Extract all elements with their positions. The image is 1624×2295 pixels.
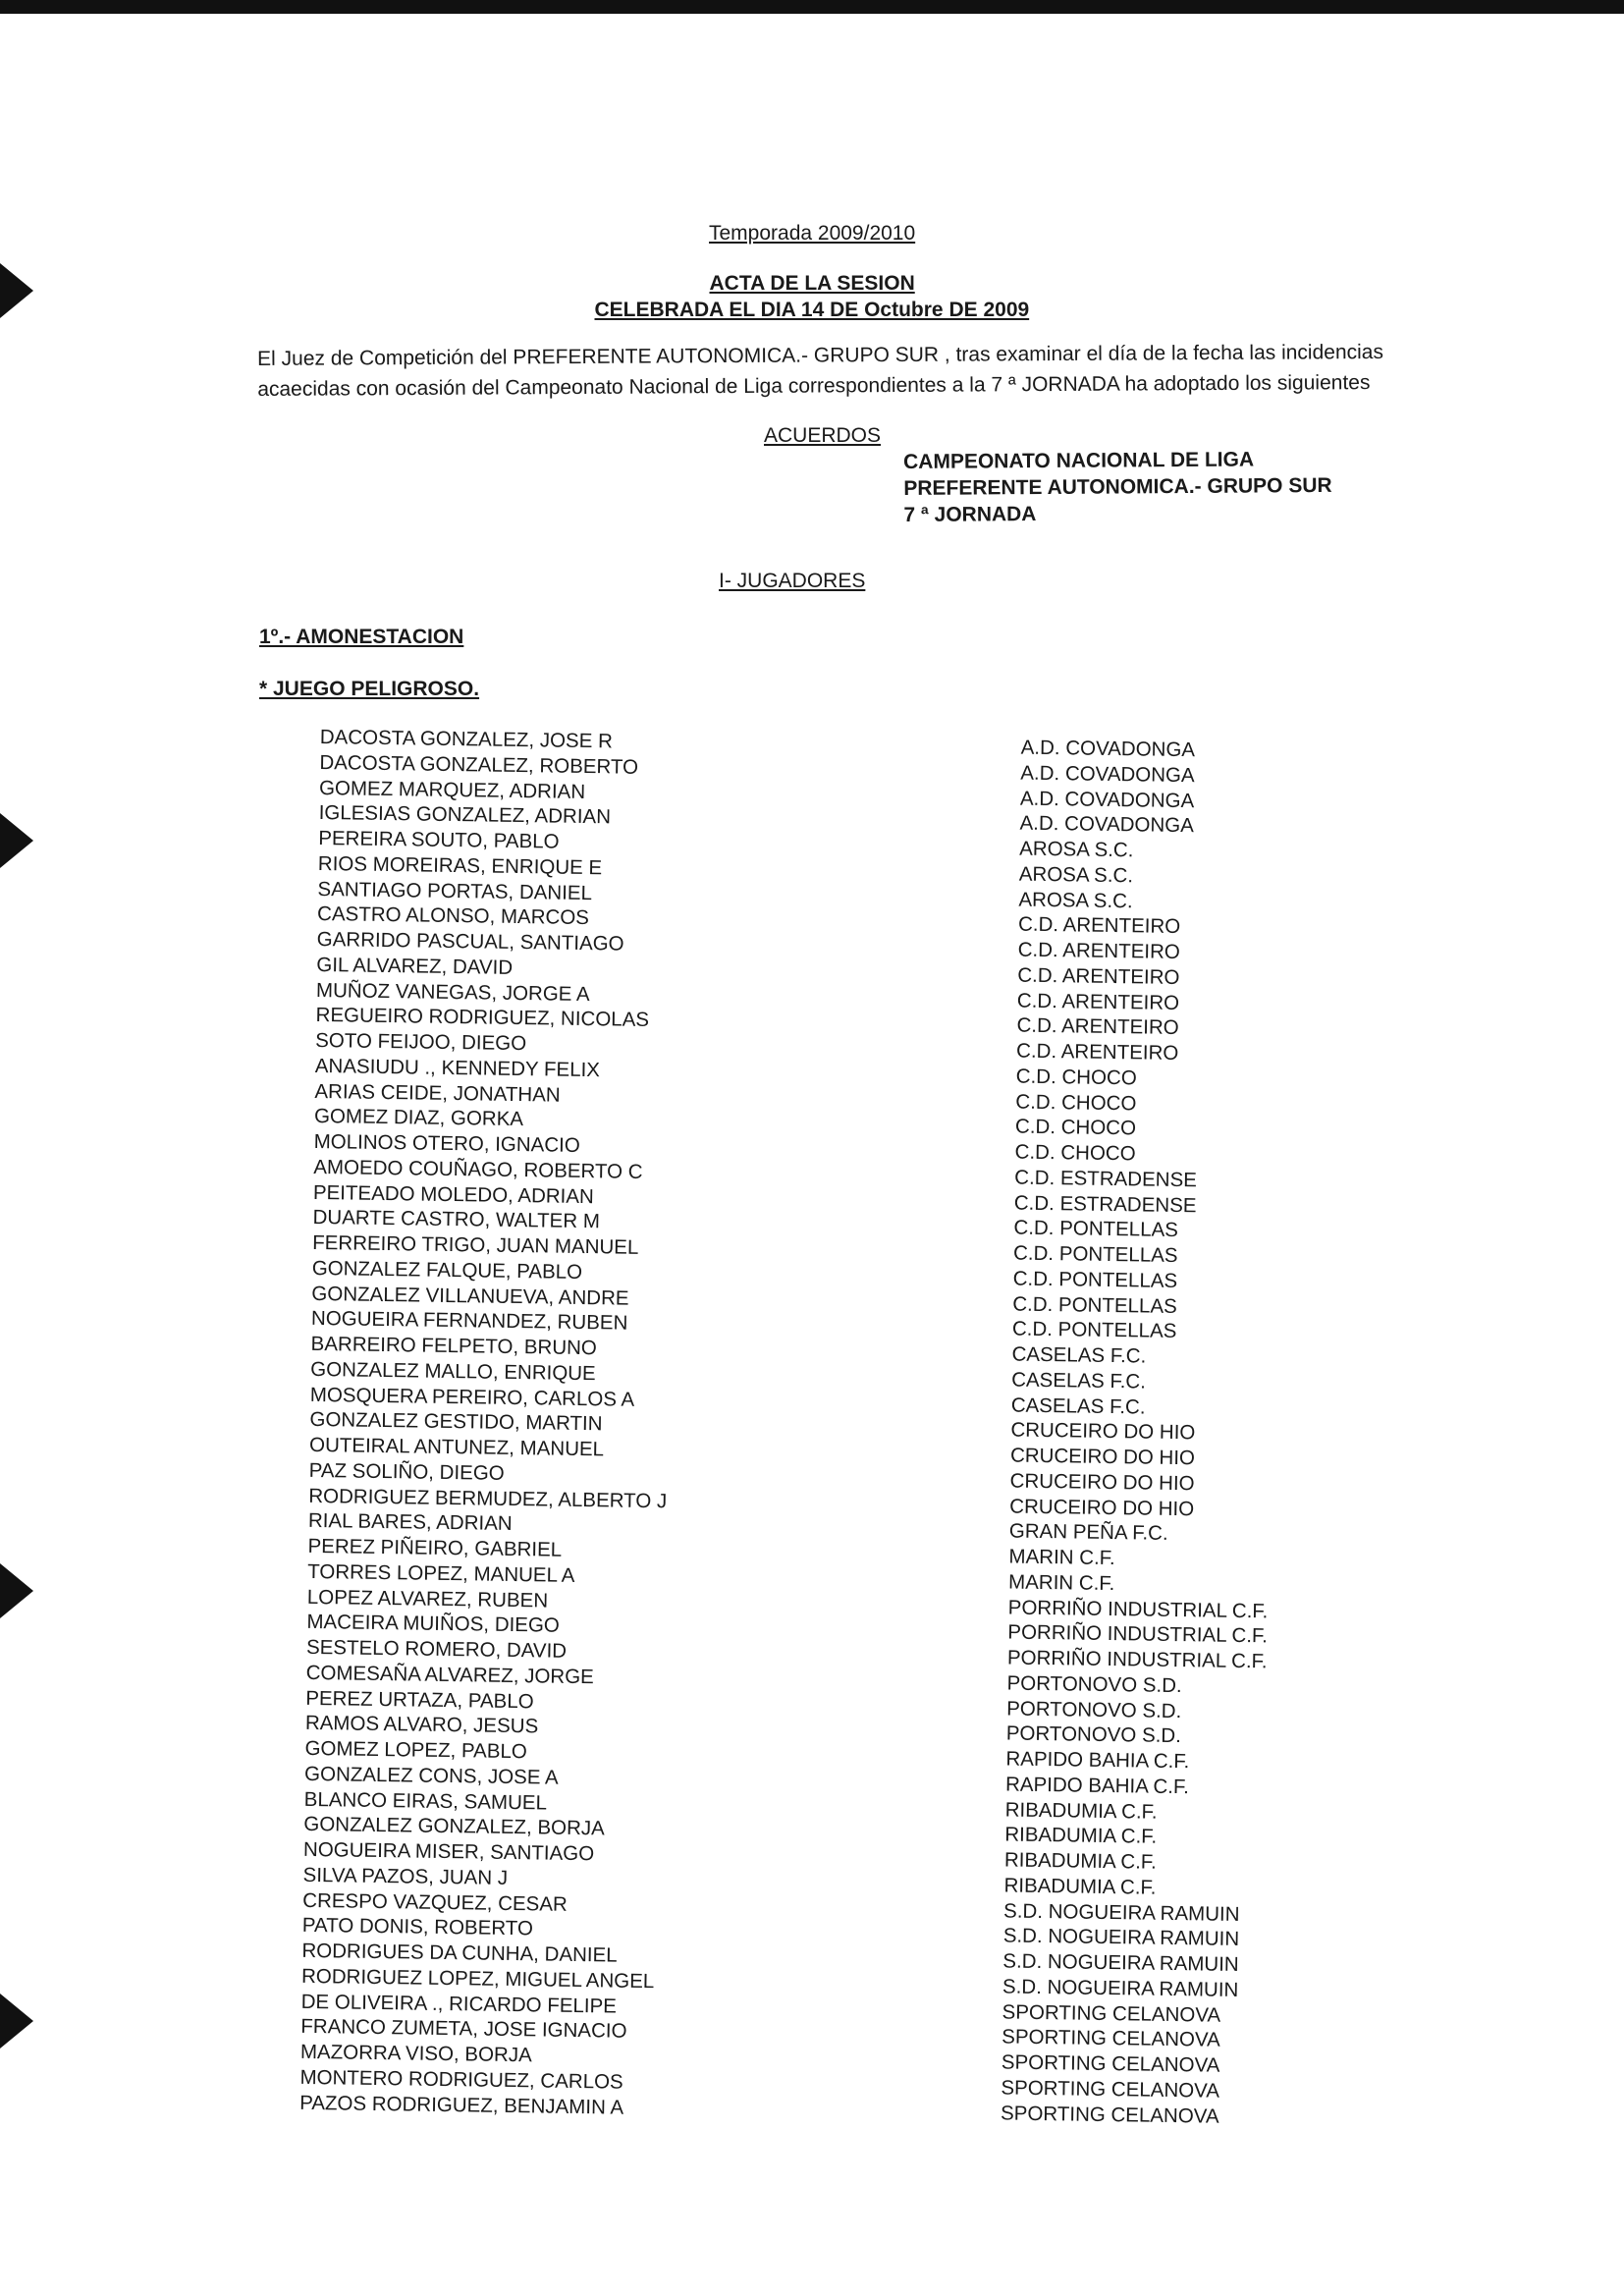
player-club: C.D. ARENTEIRO — [1017, 963, 1180, 989]
player-name: PAZ SOLIÑO, DIEGO — [308, 1458, 505, 1485]
player-club: MARIN C.F. — [1007, 1570, 1115, 1595]
player-club: CRUCEIRO DO HIO — [1009, 1495, 1195, 1520]
player-name: PEREZ PIÑEIRO, GABRIEL — [307, 1534, 563, 1561]
player-club: AROSA S.C. — [1018, 888, 1133, 912]
player-name: GOMEZ LOPEZ, PABLO — [304, 1736, 527, 1764]
player-club: A.D. COVADONGA — [1019, 811, 1195, 838]
player-club: C.D. ARENTEIRO — [1016, 989, 1180, 1014]
player-name: RAMOS ALVARO, JESUS — [304, 1712, 539, 1738]
player-name: PEREIRA SOUTO, PABLO — [318, 826, 560, 853]
championship-round: 7 ª JORNADA — [903, 503, 1037, 526]
player-club: PORRIÑO INDUSTRIAL C.F. — [1006, 1646, 1268, 1673]
player-club: S.D. NOGUEIRA RAMUIN — [1002, 1949, 1239, 1977]
player-club: C.D. ARENTEIRO — [1017, 912, 1181, 939]
player-club: C.D. PONTELLAS — [1013, 1216, 1179, 1242]
player-club: C.D. CHOCO — [1014, 1115, 1137, 1140]
player-club: S.D. NOGUEIRA RAMUIN — [1002, 1924, 1240, 1951]
player-name: RIAL BARES, ADRIAN — [307, 1509, 513, 1536]
binding-hole-mark — [0, 263, 33, 318]
player-club: CASELAS F.C. — [1011, 1368, 1147, 1393]
intro-paragraph: El Juez de Competición del PREFERENTE AUTONOMICA.- GRUPO SUR , tras examinar el día de la fecha las incidencias acaecidas con ocasión del Campeonato Nacional de Liga correspondientes a la 7 ª JORNADA ha adoptado los siguientes — [257, 340, 1384, 401]
player-club: AROSA S.C. — [1018, 862, 1134, 888]
player-club: CASELAS F.C. — [1011, 1342, 1147, 1368]
acta-title: ACTA DE LA SESION — [709, 272, 915, 295]
player-club: PORTONOVO S.D. — [1006, 1671, 1182, 1697]
player-name: PEREZ URTAZA, PABLO — [305, 1686, 534, 1713]
player-name: AMOEDO COUÑAGO, ROBERTO C — [313, 1155, 643, 1183]
player-name: GIL ALVAREZ, DAVID — [316, 953, 514, 979]
player-club: RIBADUMIA C.F. — [1004, 1797, 1158, 1824]
player-name: MAZORRA VISO, BORJA — [299, 2040, 532, 2067]
player-name: NOGUEIRA FERNANDEZ, RUBEN — [310, 1307, 628, 1335]
player-club: C.D. CHOCO — [1014, 1140, 1136, 1166]
player-club: PORRIÑO INDUSTRIAL C.F. — [1007, 1620, 1269, 1648]
player-name: BARREIRO FELPETO, BRUNO — [310, 1332, 598, 1360]
player-club: C.D. ARENTEIRO — [1017, 938, 1181, 964]
player-name: GONZALEZ GESTIDO, MARTIN — [309, 1408, 603, 1436]
player-name: DACOSTA GONZALEZ, ROBERTO — [319, 750, 639, 779]
player-name: TORRES LOPEZ, MANUEL A — [307, 1559, 575, 1587]
player-name: RIOS MOREIRAS, ENRIQUE E — [317, 851, 603, 880]
player-name: RODRIGUES DA CUNHA, DANIEL — [301, 1939, 618, 1967]
player-name: GONZALEZ CONS, JOSE A — [303, 1762, 559, 1789]
player-club: C.D. ARENTEIRO — [1015, 1039, 1179, 1066]
player-club: C.D. PONTELLAS — [1011, 1317, 1177, 1343]
player-club: C.D. CHOCO — [1015, 1090, 1137, 1115]
player-club: CASELAS F.C. — [1010, 1393, 1146, 1419]
player-name: RODRIGUEZ BERMUDEZ, ALBERTO J — [308, 1484, 668, 1512]
player-club: PORTONOVO S.D. — [1005, 1721, 1182, 1748]
player-club: A.D. COVADONGA — [1020, 761, 1195, 787]
player-club: A.D. COVADONGA — [1019, 787, 1195, 812]
player-name: REGUEIRO RODRIGUEZ, NICOLAS — [315, 1004, 650, 1032]
acta-date: CELEBRADA EL DIA 14 DE Octubre DE 2009 — [594, 299, 1030, 321]
acuerdos-heading: ACUERDOS — [764, 424, 882, 447]
player-club: C.D. ARENTEIRO — [1016, 1013, 1179, 1040]
player-club: SPORTING CELANOVA — [1001, 1999, 1221, 2027]
player-name: COMESAÑA ALVAREZ, JORGE — [305, 1661, 594, 1688]
player-name: OUTEIRAL ANTUNEZ, MANUEL — [308, 1433, 605, 1461]
player-name: SILVA PAZOS, JUAN J — [302, 1863, 509, 1889]
player-name: DACOSTA GONZALEZ, JOSE R — [319, 725, 614, 753]
player-name: PAZOS RODRIGUEZ, BENJAMIN A — [299, 2091, 624, 2119]
player-club: CRUCEIRO DO HIO — [1009, 1469, 1195, 1496]
player-name: GONZALEZ VILLANUEVA, ANDRE — [311, 1282, 629, 1310]
player-club: RIBADUMIA C.F. — [1003, 1848, 1158, 1874]
player-name: PATO DONIS, ROBERTO — [301, 1914, 534, 1940]
season-title: Temporada 2009/2010 — [709, 222, 916, 245]
player-list — [299, 725, 1498, 2133]
scan-top-border — [0, 0, 1624, 14]
player-name: ARIAS CEIDE, JONATHAN — [314, 1079, 561, 1107]
player-club: C.D. PONTELLAS — [1012, 1292, 1177, 1318]
championship-group: PREFERENTE AUTONOMICA.- GRUPO SUR — [903, 473, 1332, 500]
player-club: S.D. NOGUEIRA RAMUIN — [1001, 1975, 1239, 2001]
player-club: SPORTING CELANOVA — [1001, 2025, 1220, 2051]
player-club: MARIN C.F. — [1008, 1545, 1115, 1570]
player-name: LOPEZ ALVAREZ, RUBEN — [306, 1585, 549, 1612]
player-name: GOMEZ DIAZ, GORKA — [313, 1105, 524, 1131]
player-club: RAPIDO BAHIA C.F. — [1004, 1773, 1190, 1798]
player-name: IGLESIAS GONZALEZ, ADRIAN — [318, 801, 612, 829]
player-club: GRAN PEÑA F.C. — [1008, 1519, 1168, 1546]
player-name: NOGUEIRA MISER, SANTIAGO — [302, 1837, 595, 1866]
player-club: CRUCEIRO DO HIO — [1010, 1418, 1196, 1445]
player-club: C.D. ESTRADENSE — [1014, 1166, 1198, 1192]
player-club: A.D. COVADONGA — [1020, 736, 1196, 762]
player-club: RAPIDO BAHIA C.F. — [1005, 1747, 1190, 1774]
player-name: FERREIRO TRIGO, JUAN MANUEL — [312, 1230, 639, 1259]
player-name: SOTO FEIJOO, DIEGO — [315, 1028, 527, 1056]
player-name: DUARTE CASTRO, WALTER M — [312, 1206, 601, 1233]
player-name: DE OLIVEIRA ., RICARDO FELIPE — [300, 1990, 618, 2018]
player-club: C.D. ESTRADENSE — [1013, 1191, 1197, 1217]
player-name: GONZALEZ GONZALEZ, BORJA — [303, 1813, 605, 1840]
player-name: GONZALEZ MALLO, ENRIQUE — [310, 1357, 596, 1385]
player-club: RIBADUMIA C.F. — [1003, 1874, 1157, 1899]
subsection-title: 1º.- AMONESTACION — [259, 626, 464, 648]
player-club: C.D. CHOCO — [1015, 1065, 1137, 1090]
player-club: S.D. NOGUEIRA RAMUIN — [1002, 1898, 1240, 1926]
player-club: C.D. PONTELLAS — [1012, 1241, 1178, 1268]
player-name: MUÑOZ VANEGAS, JORGE A — [315, 978, 590, 1006]
binding-hole-mark — [0, 813, 33, 868]
player-name: MOSQUERA PEREIRO, CARLOS A — [309, 1383, 635, 1411]
player-club: C.D. PONTELLAS — [1012, 1267, 1178, 1292]
player-name: GOMEZ MARQUEZ, ADRIAN — [318, 776, 586, 803]
binding-hole-mark — [0, 1563, 33, 1618]
player-club: SPORTING CELANOVA — [1001, 2050, 1220, 2077]
player-club: SPORTING CELANOVA — [1000, 2101, 1219, 2128]
player-club: CRUCEIRO DO HIO — [1009, 1444, 1196, 1470]
player-name: ANASIUDU ., KENNEDY FELIX — [314, 1054, 601, 1082]
player-name: GARRIDO PASCUAL, SANTIAGO — [316, 927, 624, 956]
player-club: PORRIÑO INDUSTRIAL C.F. — [1007, 1595, 1269, 1622]
player-name: SESTELO ROMERO, DAVID — [305, 1635, 568, 1663]
player-name: GONZALEZ FALQUE, PABLO — [311, 1256, 583, 1284]
championship-block — [903, 446, 1332, 528]
player-name: CRESPO VAZQUEZ, CESAR — [302, 1888, 568, 1916]
player-name: BLANCO EIRAS, SAMUEL — [303, 1787, 548, 1815]
player-name: SANTIAGO PORTAS, DANIEL — [317, 877, 593, 904]
binding-hole-mark — [0, 1994, 33, 2049]
player-name: FRANCO ZUMETA, JOSE IGNACIO — [300, 2015, 627, 2044]
player-name: RODRIGUEZ LOPEZ, MIGUEL ANGEL — [300, 1964, 655, 1993]
player-club: RIBADUMIA C.F. — [1004, 1823, 1158, 1849]
player-club: PORTONOVO S.D. — [1006, 1696, 1182, 1722]
championship-name: CAMPEONATO NACIONAL DE LIGA — [903, 448, 1255, 473]
player-name: MONTERO RODRIGUEZ, CARLOS — [299, 2065, 623, 2094]
player-name: PEITEADO MOLEDO, ADRIAN — [312, 1180, 594, 1208]
player-name: MOLINOS OTERO, IGNACIO — [313, 1129, 580, 1157]
player-name: CASTRO ALONSO, MARCOS — [316, 902, 590, 930]
player-club: AROSA S.C. — [1019, 837, 1134, 862]
section-title: I- JUGADORES — [719, 570, 866, 592]
player-name: MACEIRA MUIÑOS, DIEGO — [306, 1611, 561, 1637]
category-title: * JUEGO PELIGROSO. — [259, 678, 480, 700]
player-club: SPORTING CELANOVA — [1001, 2076, 1220, 2103]
